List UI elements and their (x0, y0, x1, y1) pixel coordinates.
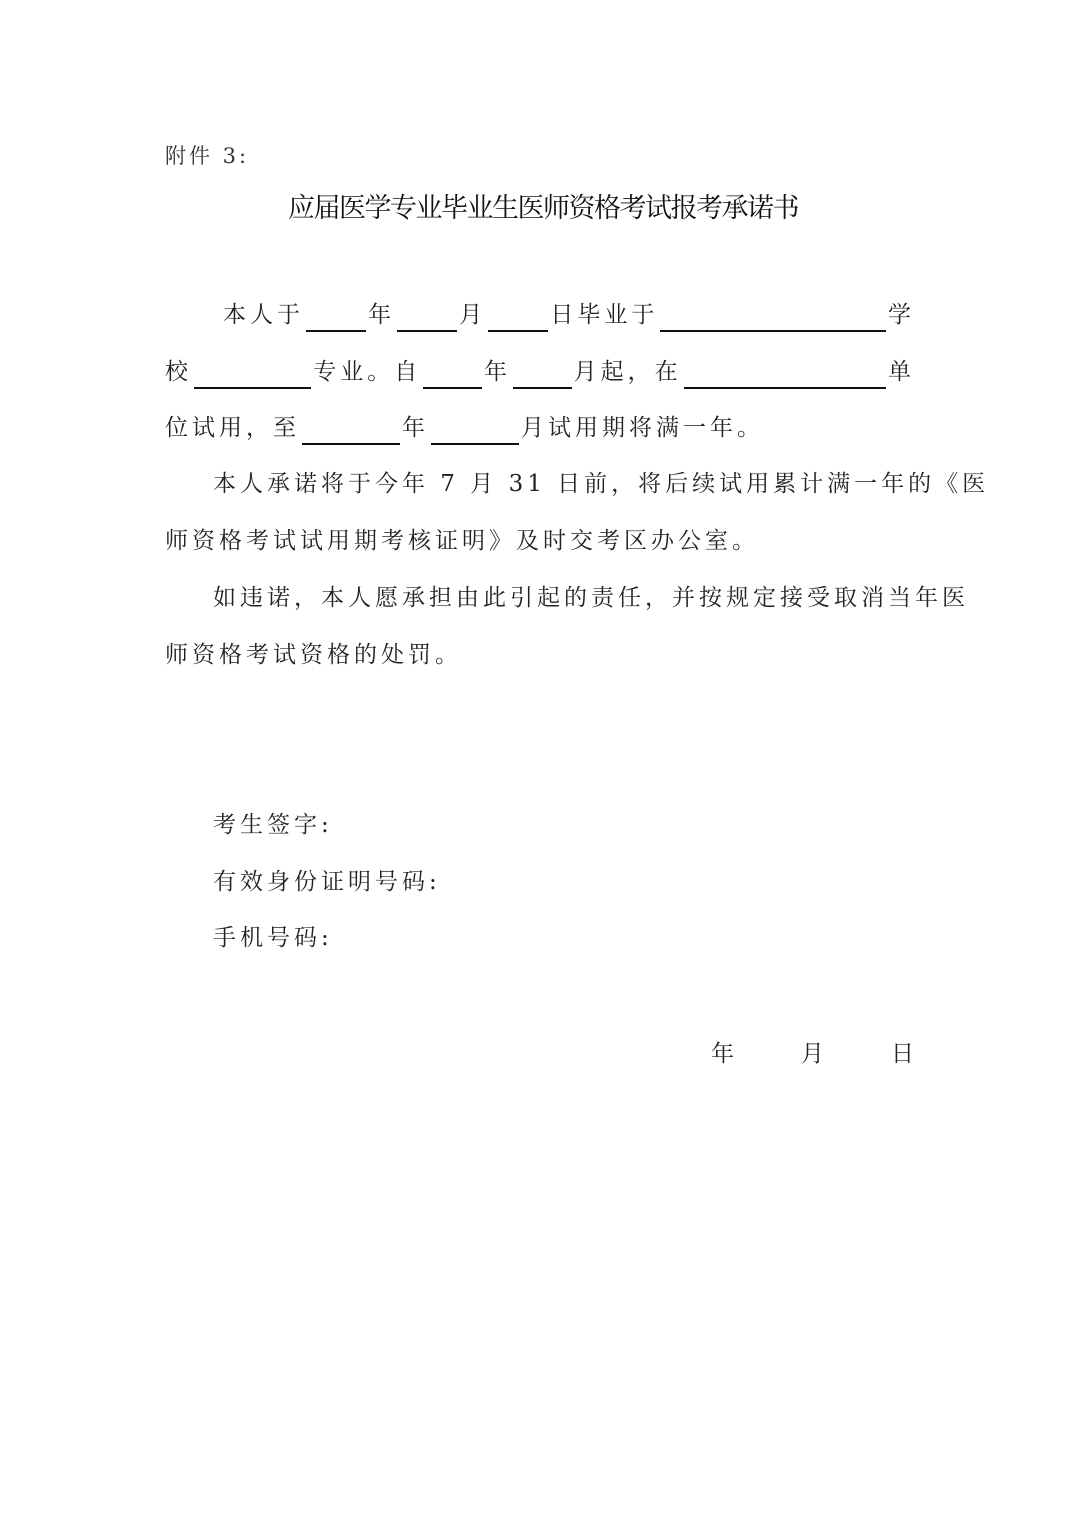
school-name-blank[interactable] (660, 304, 886, 332)
date-year-label: 年 (711, 1041, 734, 1067)
text-segment: 位试用，至 (165, 415, 300, 441)
paragraph-1-line-1 (165, 298, 915, 332)
candidate-signature-field[interactable] (213, 808, 963, 842)
document-title: 应届医学专业毕业生医师资格考试报考承诺书 (288, 193, 798, 224)
text-segment: 单 (888, 359, 915, 385)
text-segment: 月试用期将满一年。 (521, 415, 764, 441)
trial-end-month-blank[interactable] (431, 417, 519, 445)
candidate-signature-label: 考生签字: (213, 812, 333, 838)
work-unit-blank[interactable] (684, 361, 886, 389)
text-segment: 学 (887, 302, 915, 328)
paragraph-text: 本人承诺将于今年 7 月 31 日前，将后续试用累计满一年的《医 (213, 471, 990, 497)
trial-start-month-blank[interactable] (513, 361, 572, 389)
text-segment: 年 (483, 359, 511, 385)
id-number-label: 有效身份证明号码: (213, 869, 441, 895)
id-number-field[interactable] (213, 865, 963, 899)
paragraph-2-line-1 (165, 467, 990, 501)
paragraph-2-line-2 (165, 524, 915, 558)
paragraph-1-line-3 (165, 411, 915, 445)
paragraph-text: 师资格考试资格的处罚。 (165, 642, 462, 668)
date-month-label: 月 (801, 1041, 824, 1067)
phone-number-field[interactable] (213, 921, 963, 955)
paragraph-text: 师资格考试试用期考核证明》及时交考区办公室。 (165, 528, 759, 554)
graduation-day-blank[interactable] (488, 304, 548, 332)
text-segment: 月 (459, 302, 487, 328)
phone-number-label: 手机号码: (213, 925, 333, 951)
paragraph-1-line-2 (165, 355, 915, 389)
graduation-year-blank[interactable] (306, 304, 366, 332)
major-blank[interactable] (194, 361, 311, 389)
date-day-label: 日 (891, 1041, 914, 1067)
text-segment: 月起，在 (573, 359, 682, 385)
trial-end-year-blank[interactable] (302, 417, 400, 445)
graduation-month-blank[interactable] (397, 304, 457, 332)
text-segment: 校 (165, 359, 192, 385)
paragraph-3-line-1 (165, 581, 969, 615)
paragraph-text: 如违诺，本人愿承担由此引起的责任，并按规定接受取消当年医 (213, 585, 969, 611)
text-segment: 年 (368, 302, 396, 328)
attachment-label: 附件 3: (165, 144, 250, 168)
paragraph-3-line-2 (165, 638, 915, 672)
text-segment: 年 (402, 415, 429, 441)
trial-start-year-blank[interactable] (423, 361, 482, 389)
text-segment: 专业。自 (313, 359, 422, 385)
text-segment: 本人于 (223, 302, 304, 328)
text-segment: 日毕业于 (550, 302, 659, 328)
